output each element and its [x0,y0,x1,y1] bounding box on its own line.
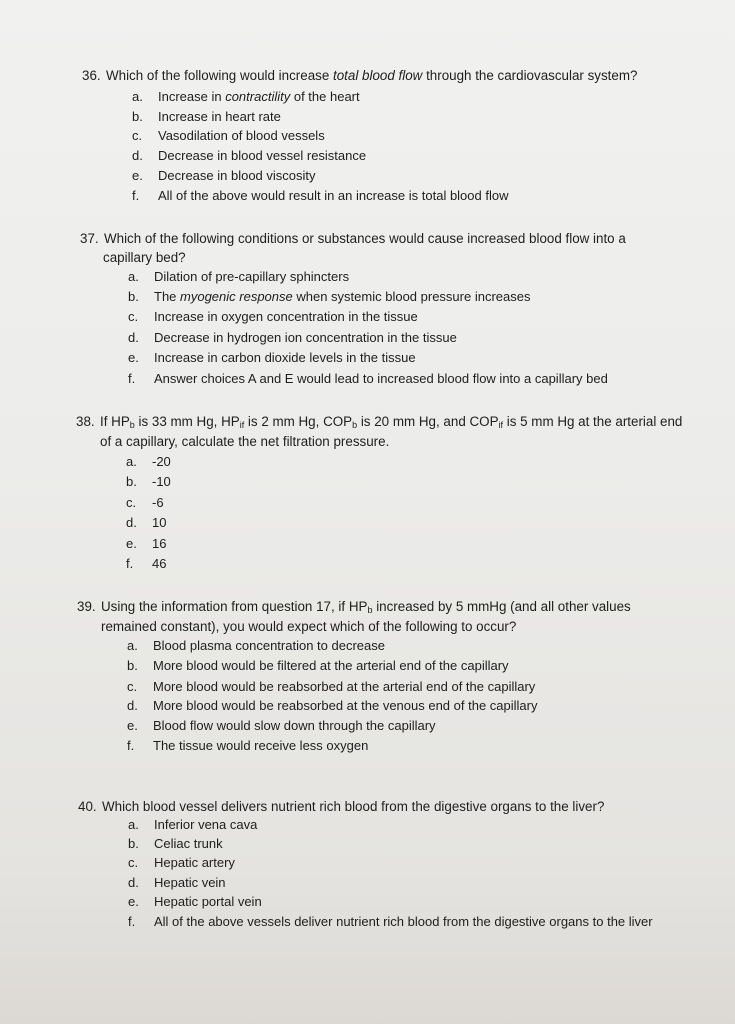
option-d: d. Decrease in hydrogen ion concentration in the tissue [128,330,457,345]
option-d: d. Decrease in blood vessel resistance [132,148,367,163]
option-a: a. Blood plasma concentration to decrease [127,638,385,653]
option-b: b. More blood would be filtered at the arterial end of the capillary [127,658,509,673]
option-e: e. Decrease in blood viscosity [132,168,316,183]
option-f: f. The tissue would receive less oxygen [127,738,369,753]
option-a: a. Inferior vena cava [128,817,258,832]
option-b: b. The myogenic response when systemic blood pressure increases [128,289,531,304]
option-a: a. -20 [126,454,171,469]
question-stem: 36. Which of the following would increase total blood flow through the cardiovascular system? [82,68,638,83]
option-e: e. 16 [126,536,167,551]
option-b: b. -10 [126,474,171,489]
question-stem: 39. Using the information from question 17, if $HP_b$ increased by 5 mmHg (and all other values [77,599,631,615]
option-b: b. Increase in heart rate [132,109,281,124]
option-d: d. 10 [126,515,167,530]
question-stem: 37. Which of the following conditions or substances would cause increased blood flow into a [80,231,626,246]
option-a: a. Increase in contractility of the heart [132,89,360,104]
option-c: c. Vasodilation of blood vessels [132,128,325,143]
question-stem-continued: remained constant), you would expect which of the following to occur? [101,619,517,634]
option-d: d. More blood would be reabsorbed at the venous end of the capillary [127,698,538,713]
option-f: f. All of the above would result in an increase is total blood flow [132,188,509,203]
question-stem: 40. Which blood vessel delivers nutrient rich blood from the digestive organs to the liver? [78,799,605,814]
option-a: a. Dilation of pre-capillary sphincters [128,269,350,284]
question-stem: 38. If $HP_b$ is 33 mm Hg, $HP_{if}$ is 2 mm Hg, $COP_b$ is 20 mm Hg, and $COP_{if}$ is 5 mm Hg at the arterial end [76,414,683,430]
option-f: f. 46 [126,556,167,571]
option-e: e. Blood flow would slow down through the capillary [127,718,436,733]
option-f: f. All of the above vessels deliver nutrient rich blood from the digestive organs to the liver [128,914,653,929]
option-e: e. Hepatic portal vein [128,894,262,909]
option-c: c. -6 [126,495,164,510]
option-d: d. Hepatic vein [128,875,226,890]
option-c: c. Increase in oxygen concentration in the tissue [128,309,418,324]
option-e: e. Increase in carbon dioxide levels in the tissue [128,350,416,365]
option-c: c. Hepatic artery [128,855,235,870]
option-f: f. Answer choices A and E would lead to increased blood flow into a capillary bed [128,371,608,386]
question-stem-continued: of a capillary, calculate the net filtration pressure. [100,434,390,449]
question-stem-continued: capillary bed? [103,250,186,265]
option-b: b. Celiac trunk [128,836,223,851]
option-c: c. More blood would be reabsorbed at the arterial end of the capillary [127,679,536,694]
